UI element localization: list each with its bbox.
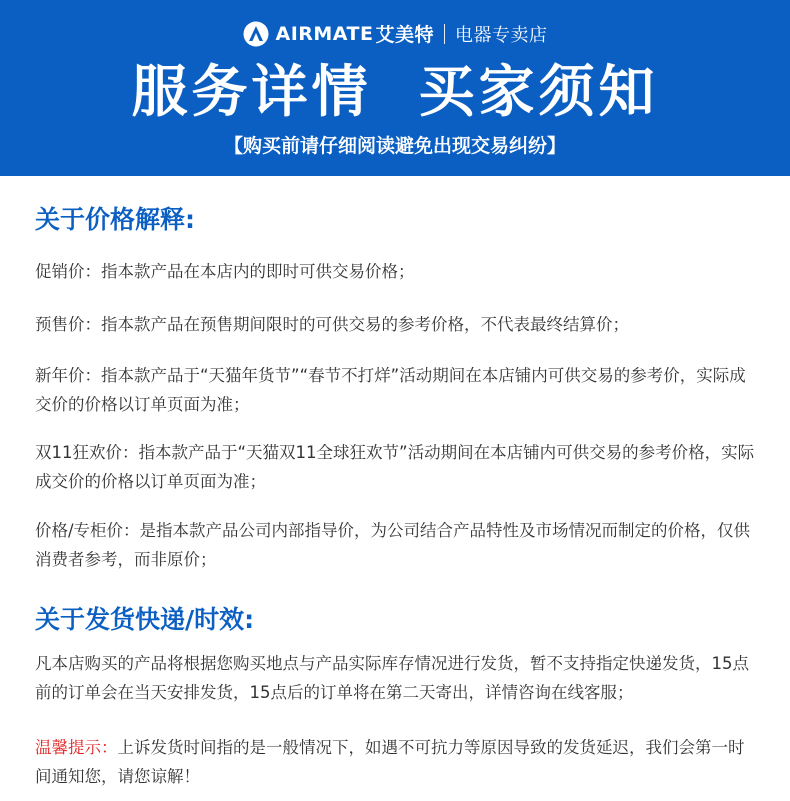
header-banner [0,0,790,176]
warning-label: 温馨提示： [35,738,118,757]
price-item-newyear: 新年价：指本款产品于“天猫年货节”“春节不打烊”活动期间在本店铺内可供交易的参考价，实际成交价的价格以订单页面为准； [35,366,746,414]
brand-cn-name: 艾美特 [375,24,434,46]
shipping-section-title: 关于发货快递/时效: [35,605,255,634]
brand-divider [444,24,445,44]
shipping-body: 凡本店购买的产品将根据您购买地点与产品实际库存情况进行发货，暂不支持指定快递发货，15点前的订单会在当天安排发货，15点后的订单将在第二天寄出，详情咨询在线客服； [35,654,749,702]
brand-bar [0,20,790,47]
price-section-title: 关于价格解释: [35,205,195,234]
price-item-reference: 价格/专柜价：是指本款产品公司内部指导价，为公司结合产品特性及市场情况而制定的价格，仅供消费者参考，而非原价； [35,521,751,569]
warning-text: 上诉发货时间指的是一般情况下，如遇不可抗力等原因导致的发货延迟，我们会第一时间通知您，请您谅解！ [35,738,745,786]
page-title: 服务详情 买家须知 [131,60,659,125]
purchase-notice: 【购买前请仔细阅读避免出现交易纠纷】 [223,135,566,157]
shipping-warning [35,733,760,791]
airmate-logo-icon [243,21,269,47]
price-item-promo: 促销价：指本款产品在本店内的即时可供交易价格； [35,262,415,281]
store-type: 电器专卖店 [455,24,548,46]
price-item-double11: 双11狂欢价：指本款产品于“天猫双11全球狂欢节”活动期间在本店铺内可供交易的参考价格，实际成交价的价格以订单页面为准； [35,443,755,491]
price-item-presale: 预售价：指本款产品在预售期间限时的可供交易的参考价格，不代表最终结算价； [35,315,629,334]
brand-name: AIRMATE [275,22,374,45]
